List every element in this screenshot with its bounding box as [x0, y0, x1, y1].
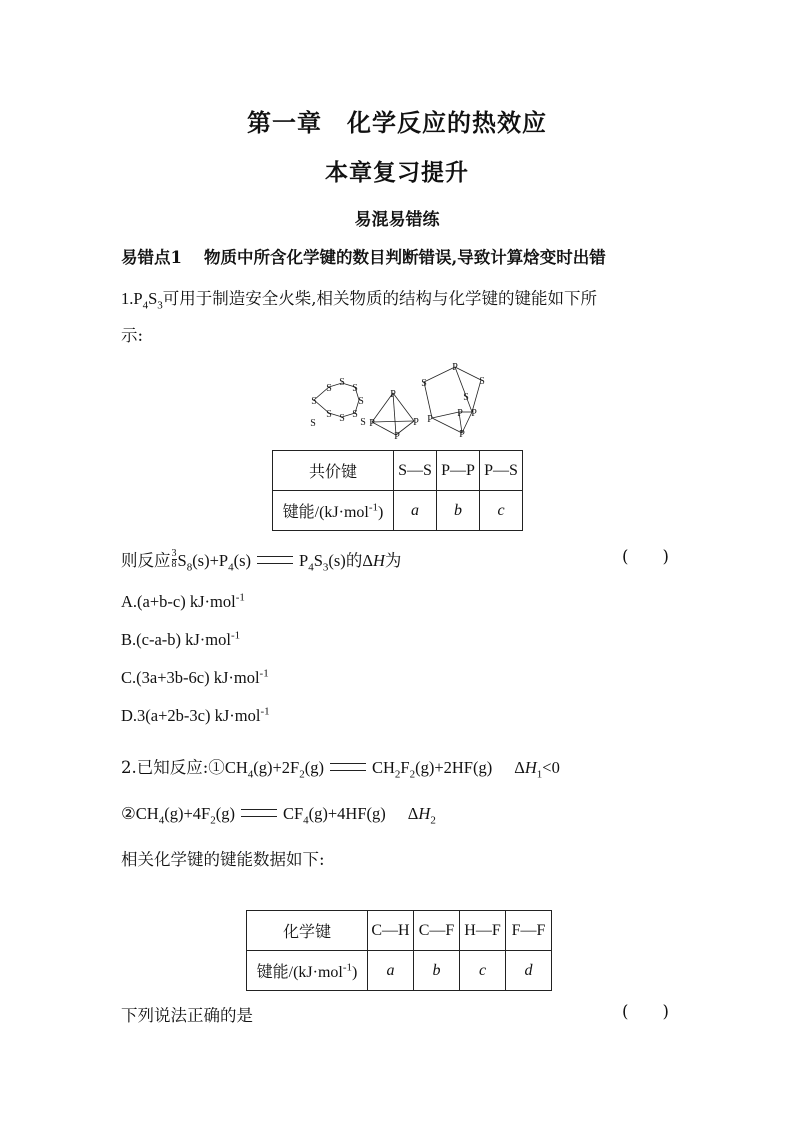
- atom-label: S: [311, 396, 317, 407]
- table-header: C—F: [414, 911, 460, 951]
- atom-label: P: [459, 429, 465, 440]
- atom-label: P: [471, 408, 477, 419]
- table-header: 共价键: [273, 451, 394, 491]
- atom-label: S: [352, 409, 358, 420]
- q1-option-c[interactable]: C.(3a+3b-6c) kJ·mol$^{-1}$: [121, 667, 269, 687]
- q1-stem: 则反应 $\frac{3}{8}$ $S_8(s)+P_4(s)$ $P_4S_3(s)$的ΔH为: [121, 548, 402, 574]
- table-header: H—F: [460, 911, 506, 951]
- error-point-label: 易错点1: [121, 248, 182, 267]
- q1-line1: $1.P_4S_3$可用于制造安全火柴,相关物质的结构与化学键的键能如下所: [121, 289, 597, 312]
- q1-answer-bracket[interactable]: ( ): [622, 547, 669, 566]
- table-header: F—F: [506, 911, 552, 951]
- chapter-title: 第一章 化学反应的热效应: [247, 108, 547, 137]
- error-point-text: 物质中所含化学键的数目判断错误,导致计算焓变时出错: [203, 248, 606, 267]
- atom-label: P: [457, 408, 463, 419]
- table-header: C—H: [368, 911, 414, 951]
- atom-label: P: [369, 418, 375, 429]
- atom-label: P: [452, 362, 458, 373]
- table-row-label: 键能/(kJ·mol$^{-1}$): [273, 491, 394, 531]
- q2-line3: 相关化学键的键能数据如下:: [121, 850, 325, 869]
- atom-label: S: [310, 418, 316, 429]
- atom-label: S: [360, 417, 366, 428]
- q1-number: 1.P: [121, 289, 143, 308]
- molecule-structure-diagram: [300, 355, 510, 447]
- q1-text: 可用于制造安全火柴,相关物质的结构与化学键的键能如下所: [162, 289, 597, 308]
- table-cell: c: [480, 491, 523, 531]
- q2-reaction-1: 2.已知反应$:①CH_4(g)+2F_2(g)$ $CH_2F_2(g)+2HF(g)$ $\Delta H_1<0$: [121, 758, 560, 781]
- table-cell: b: [414, 951, 460, 991]
- atom-label: S: [463, 392, 469, 403]
- table-header: S—S: [394, 451, 437, 491]
- q2-answer-bracket[interactable]: ( ): [622, 1002, 669, 1021]
- atom-label: S: [358, 396, 364, 407]
- table-cell: c: [460, 951, 506, 991]
- q2-reaction-2: $②CH_4(g)+4F_2(g)$ $CF_4(g)+4HF(g)$ $\Delta H_2$: [121, 804, 436, 827]
- table-cell: a: [368, 951, 414, 991]
- q1-line2: 示:: [121, 326, 144, 345]
- table-header: 化学键: [247, 911, 368, 951]
- table-cell: b: [437, 491, 480, 531]
- subsection-title: 易混易错练: [354, 210, 440, 230]
- reaction-equals-sign: [241, 809, 277, 817]
- table-header: P—P: [437, 451, 480, 491]
- reaction-equals-sign: [330, 763, 366, 771]
- reaction-equals-sign: [257, 556, 293, 564]
- section-title: 本章复习提升: [325, 159, 469, 186]
- atom-label: S: [479, 376, 485, 387]
- atom-label: P: [427, 414, 433, 425]
- atom-label: S: [421, 378, 427, 389]
- atom-label: S: [339, 413, 345, 424]
- q1-option-d[interactable]: D.3(a+2b-3c) kJ·mol$^{-1}$: [121, 705, 270, 725]
- atom-label: S: [326, 383, 332, 394]
- atom-label: P: [394, 431, 400, 442]
- atom-label: P: [390, 389, 396, 400]
- atom-label: S: [326, 409, 332, 420]
- q1-option-b[interactable]: B.(c-a-b) kJ·mol$^{-1}$: [121, 629, 241, 649]
- table-header: P—S: [480, 451, 523, 491]
- q2-bond-energy-table: [246, 910, 552, 991]
- q1-bond-energy-table: [272, 450, 523, 531]
- error-point-heading: [121, 244, 606, 268]
- table-cell: d: [506, 951, 552, 991]
- table-cell: a: [394, 491, 437, 531]
- q2-stem: 下列说法正确的是: [121, 1006, 253, 1025]
- atom-label: S: [339, 377, 345, 388]
- atom-label: P: [413, 417, 419, 428]
- atom-label: S: [352, 383, 358, 394]
- q1-option-a[interactable]: A.(a+b-c) kJ·mol$^{-1}$: [121, 591, 245, 611]
- table-row-label: 键能/(kJ·mol$^{-1}$): [247, 951, 368, 991]
